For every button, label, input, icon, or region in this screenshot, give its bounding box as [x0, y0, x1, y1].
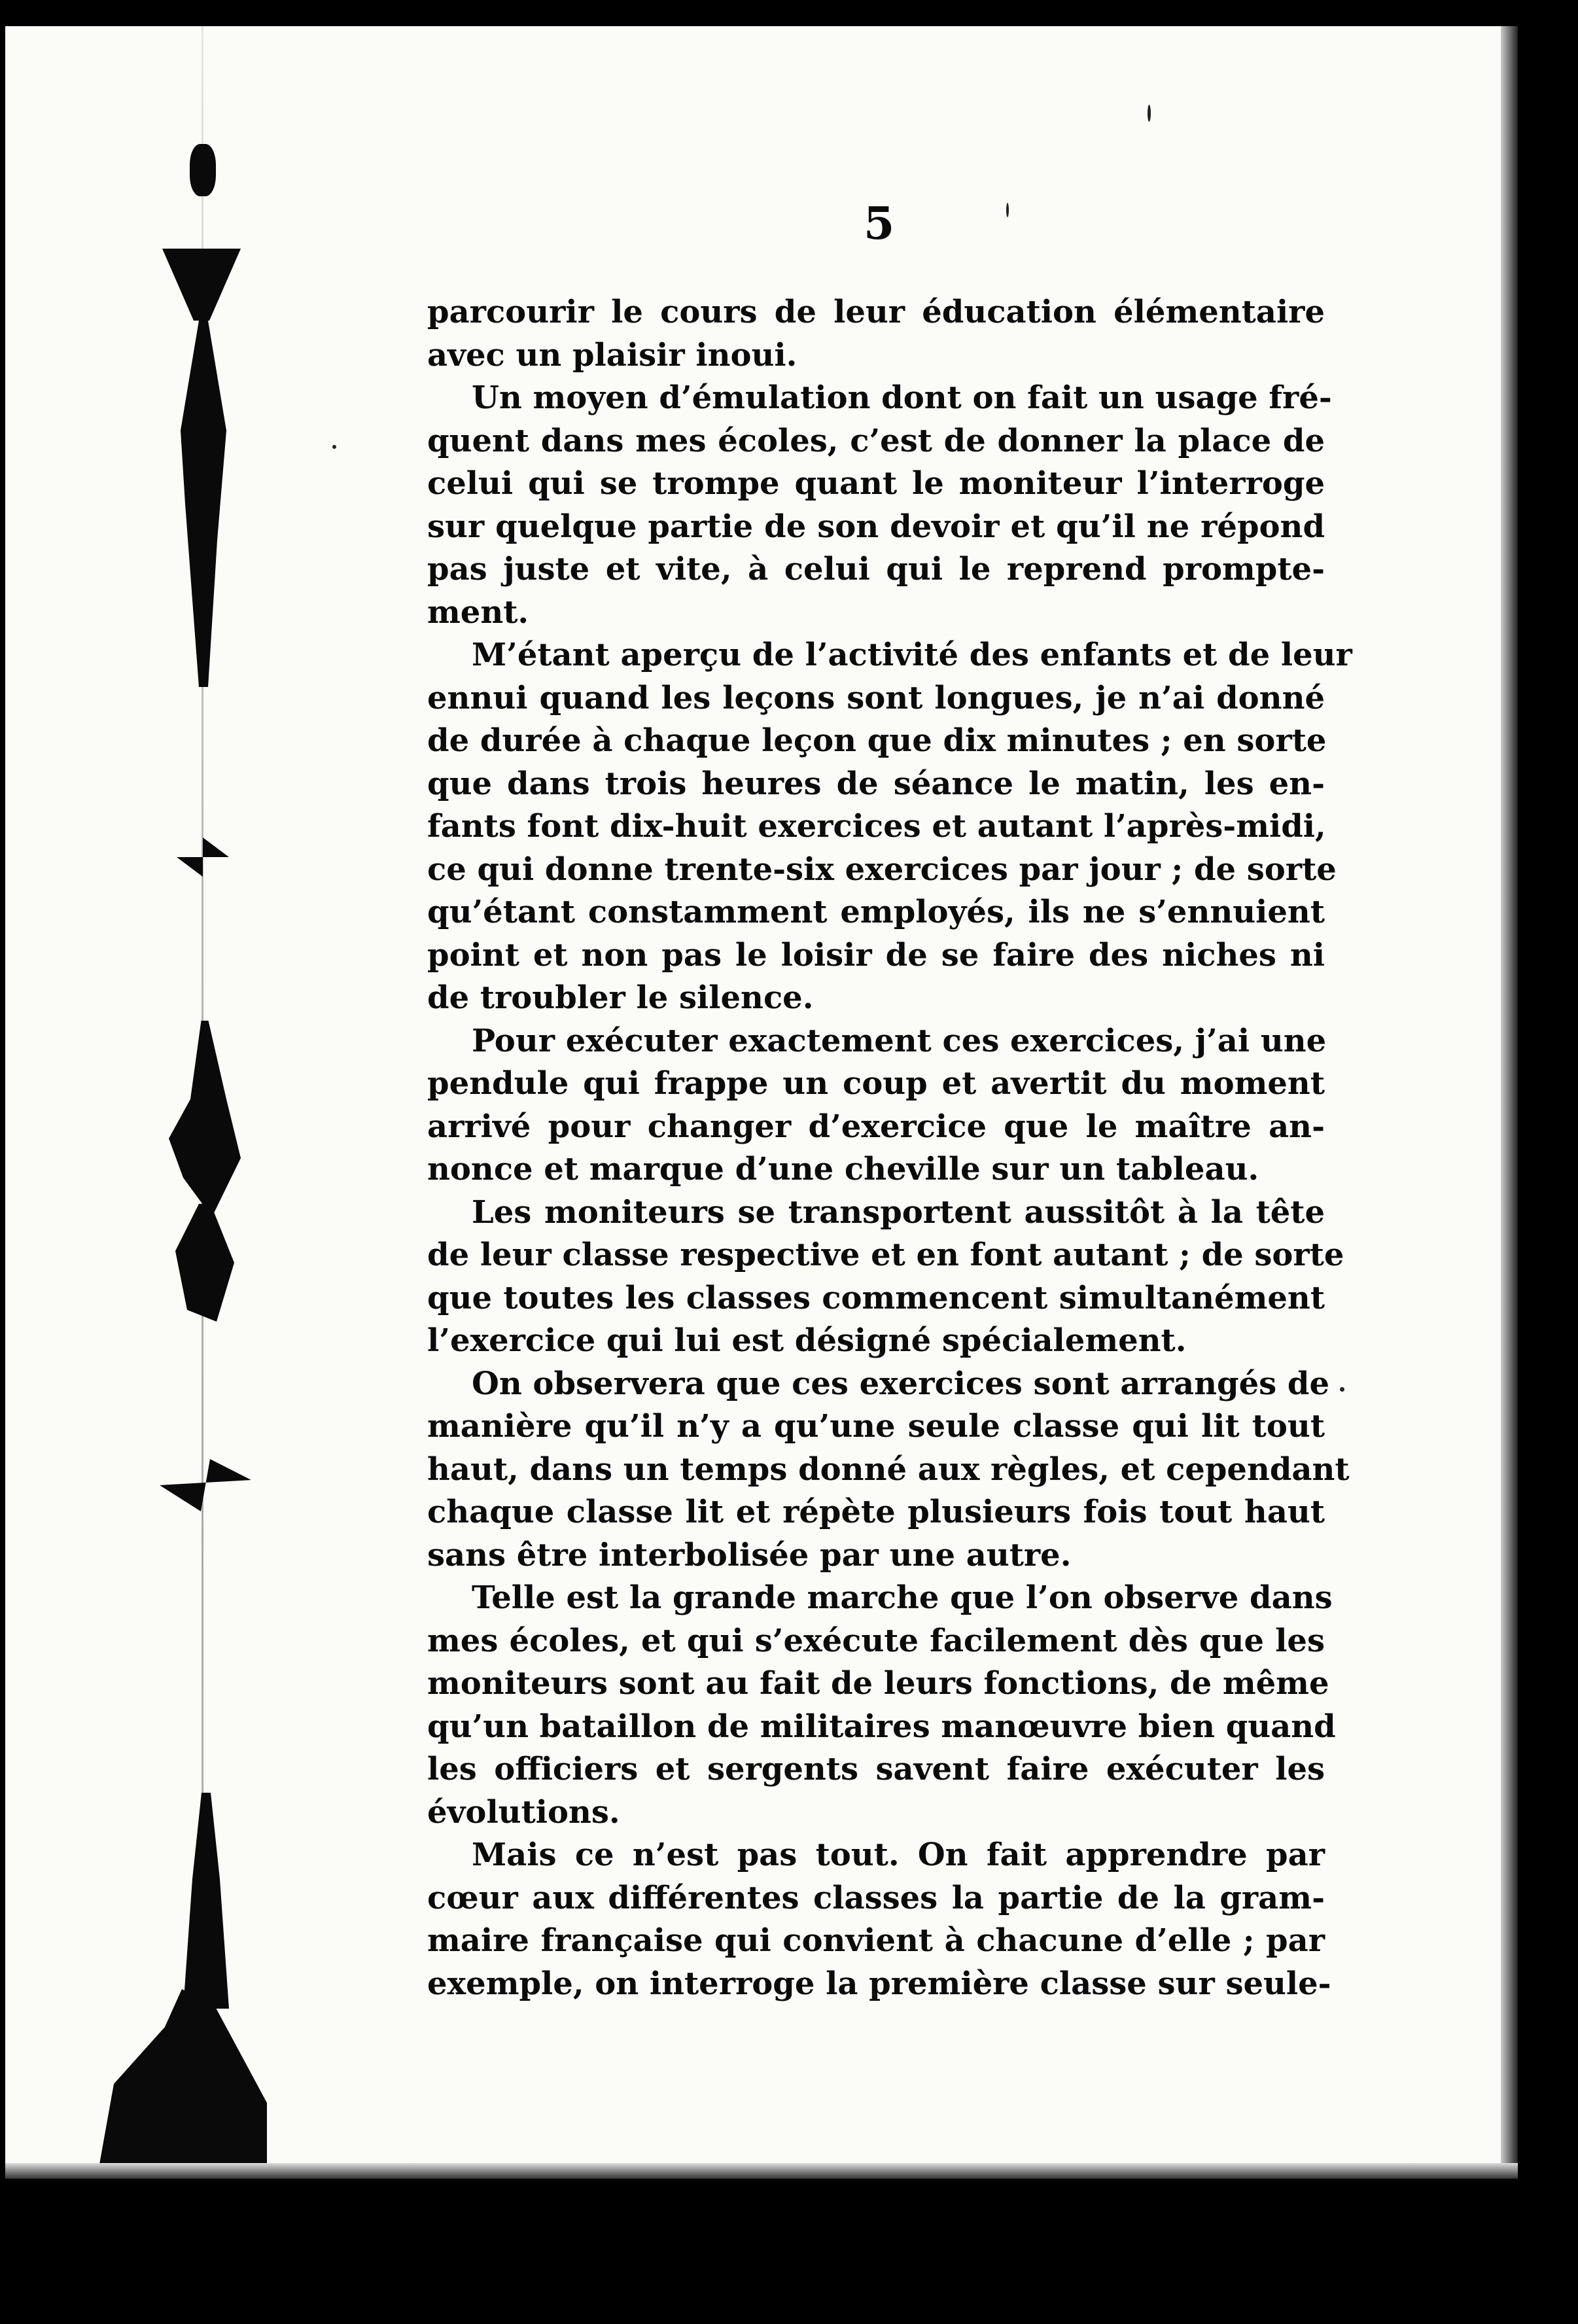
- text-line: M’étant aperçu de l’activité des enfants et de leur: [472, 637, 1352, 673]
- text-line: l’exercice qui lui est désigné spécialement.: [427, 1322, 1187, 1359]
- book-page: [5, 26, 1518, 2179]
- text-line: Mais ce n’est pas tout. On fait apprendre par: [472, 1837, 1325, 1873]
- text-line: chaque classe lit et répète plusieurs fois tout haut: [427, 1494, 1325, 1530]
- binding-stitch: [181, 321, 226, 687]
- text-line: maire française qui convient à chacune d’elle ; par: [427, 1922, 1325, 1959]
- page-right-edge: [1501, 26, 1518, 2179]
- text-line: fants font dix-huit exercices et autant l’après-midi,: [427, 808, 1326, 845]
- text-line: qu’un bataillon de militaires manœuvre bien quand: [427, 1708, 1336, 1745]
- text-line: que toutes les classes commencent simultanément: [427, 1279, 1325, 1316]
- binding-stitch: [177, 837, 229, 877]
- text-line: haut, dans un temps donné aux règles, et cependant: [427, 1451, 1350, 1488]
- text-line: Les moniteurs se transportent aussitôt à la tête: [472, 1193, 1325, 1231]
- text-line: nonce et marque d’une cheville sur un tableau.: [427, 1151, 1259, 1188]
- text-line: sur quelque partie de son devoir et qu’il ne répond: [427, 508, 1325, 545]
- text-line: arrivé pour changer d’exercice que le maître an-: [427, 1108, 1325, 1145]
- text-line: Un moyen d’émulation dont on fait un usage fré-: [472, 379, 1332, 416]
- text-line: de durée à chaque leçon que dix minutes ; en sorte: [427, 722, 1327, 759]
- text-line: quent dans mes écoles, c’est de donner la place de: [427, 422, 1325, 459]
- text-line: avec un plaisir inoui.: [427, 336, 798, 374]
- page-bottom-edge: [5, 2163, 1518, 2179]
- text-line: Telle est la grande marche que l’on observe dans: [472, 1579, 1333, 1616]
- ink-speck: [1006, 203, 1009, 217]
- ink-speck: [332, 445, 336, 449]
- binding-stitch: [183, 1793, 229, 2009]
- text-line: Pour exécuter exactement ces exercices, j’ai une: [472, 1022, 1327, 1059]
- text-line: parcourir le cours de leur éducation élémentaire: [427, 294, 1325, 330]
- binding-stitch: [97, 1989, 267, 2179]
- text-line: mes écoles, et qui s’exécute facilement dès que les: [427, 1622, 1325, 1659]
- text-line: exemple, on interroge la première classe sur seule-: [427, 1965, 1331, 2002]
- binding-stitch: [190, 144, 216, 196]
- binding-stitch: [169, 1021, 241, 1217]
- text-line: ment.: [427, 593, 529, 631]
- text-line: évolutions.: [427, 1793, 620, 1831]
- text-line: On observera que ces exercices sont arrangés de: [472, 1365, 1329, 1402]
- scan-left-border: [0, 0, 5, 2324]
- text-line: manière qu’il n’y a qu’une seule classe qui lit tout: [427, 1408, 1325, 1445]
- ink-speck: [1148, 105, 1151, 122]
- body-text: [427, 291, 1352, 2005]
- binding-stitch: [160, 1459, 251, 1511]
- text-line: de troubler le silence.: [427, 979, 814, 1016]
- text-line: que dans trois heures de séance le matin, les en-: [427, 765, 1325, 802]
- text-line: les officiers et sergents savent faire exécuter les: [427, 1751, 1325, 1787]
- text-line: pas juste et vite, à celui qui le reprend prompte-: [427, 551, 1325, 588]
- text-line: point et non pas le loisir de se faire des niches ni: [427, 936, 1325, 974]
- text-line: ce qui donne trente-six exercices par jour ; de sorte: [427, 851, 1337, 888]
- text-line: celui qui se trompe quant le moniteur l’interroge: [427, 465, 1325, 502]
- binding-stitch: [162, 249, 241, 321]
- text-line: de leur classe respective et en font autant ; de sorte: [427, 1237, 1344, 1273]
- text-line: qu’étant constamment employés, ils ne s’ennuient: [427, 894, 1325, 930]
- page-number: 5: [864, 198, 895, 250]
- text-line: moniteurs sont au fait de leurs fonctions, de même: [427, 1665, 1329, 1702]
- text-line: cœur aux différentes classes la partie de la gram-: [427, 1879, 1325, 1916]
- text-line: pendule qui frappe un coup et avertit du moment: [427, 1065, 1325, 1102]
- ink-speck: [1340, 1387, 1344, 1392]
- text-line: ennui quand les leçons sont longues, je n’ai donné: [427, 679, 1325, 716]
- text-line: sans être interbolisée par une autre.: [427, 1536, 1072, 1574]
- binding-stitch: [175, 1204, 234, 1322]
